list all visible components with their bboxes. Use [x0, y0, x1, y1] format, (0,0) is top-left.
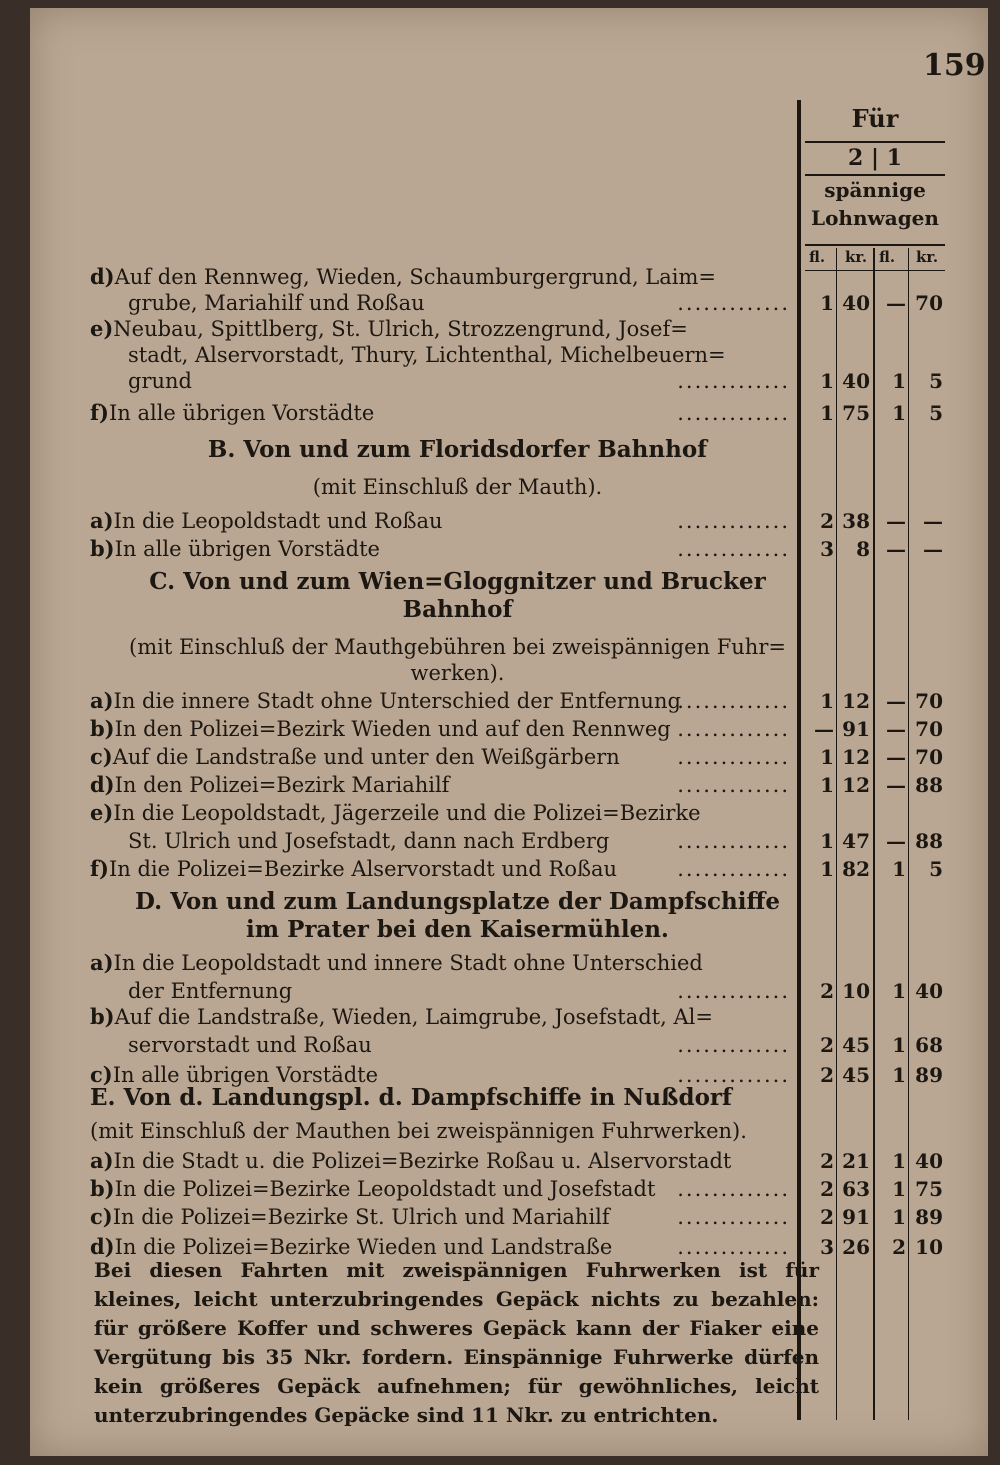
row-text: In alle übrigen Vorstädte: [112, 1063, 379, 1087]
price-2-kr: 63: [842, 1177, 870, 1201]
row-line: [90, 1176, 790, 1202]
row-text: der Entfernung: [128, 979, 293, 1003]
price-2-fl: 2: [820, 1205, 834, 1229]
leader-dots: .............: [677, 509, 790, 533]
price-2-kr: 82: [842, 857, 870, 881]
row-label: d): [90, 1234, 115, 1259]
row-line: [90, 1148, 790, 1174]
price-2-fl: —: [814, 717, 834, 741]
price-1-fl: 1: [892, 1177, 906, 1201]
col-divider-1: [836, 248, 837, 1420]
heading-d-line2: im Prater bei den Kaisermühlen.: [246, 916, 669, 943]
price-2-kr: 38: [842, 509, 870, 533]
row-line: [90, 342, 790, 368]
row-label: e): [90, 800, 114, 825]
header-title: Für: [851, 104, 899, 133]
col-divider-2: [873, 248, 875, 1420]
row-line: [90, 1032, 790, 1058]
row-line: [90, 978, 790, 1004]
row-text: Auf den Rennweg, Wieden, Schaumburgergrund, Laim=: [114, 265, 716, 289]
price-2-kr: 12: [842, 689, 870, 713]
price-1-fl: —: [886, 745, 906, 769]
price-2-fl: 1: [820, 773, 834, 797]
price-1-fl: 1: [892, 1063, 906, 1087]
leader-dots: .............: [677, 1033, 790, 1057]
row-label: c): [90, 744, 113, 769]
leader-dots: .............: [677, 829, 790, 853]
price-1-kr: —: [923, 509, 943, 533]
heading-b: B. Von und zum Floridsdorfer Bahnhof: [207, 436, 708, 463]
leader-dots: .............: [677, 291, 790, 315]
row-label: d): [90, 772, 115, 797]
price-2-kr: 91: [842, 717, 870, 741]
price-2-fl: 1: [820, 689, 834, 713]
row-line: [90, 744, 790, 770]
row-line: [90, 400, 790, 426]
price-1-kr: 88: [915, 829, 943, 853]
leader-dots: .............: [677, 1235, 790, 1259]
row-line: [90, 1062, 790, 1088]
price-1-kr: —: [923, 537, 943, 561]
price-1-kr: 70: [915, 291, 943, 315]
price-2-kr: 40: [842, 369, 870, 393]
header-cols: 2 | 1: [848, 145, 902, 171]
price-2-fl: 2: [820, 979, 834, 1003]
unit-kr-1: kr.: [916, 248, 939, 266]
row-label: a): [90, 508, 114, 533]
page-number: 159: [923, 48, 986, 83]
row-line: [90, 950, 790, 976]
row-line: [90, 508, 790, 534]
price-2-fl: 1: [820, 401, 834, 425]
row-text: In alle übrigen Vorstädte: [114, 537, 380, 561]
header-line1: spännige: [824, 178, 926, 202]
price-1-fl: 1: [892, 1033, 906, 1057]
price-2-kr: 10: [842, 979, 870, 1003]
row-line: [90, 368, 790, 394]
price-2-fl: 3: [820, 1235, 834, 1259]
heading-b-sub: (mit Einschluß der Mauth).: [312, 475, 603, 499]
price-1-kr: 5: [929, 369, 943, 393]
row-label: b): [90, 536, 115, 561]
col-divider-3: [908, 248, 909, 1420]
row-text: stadt, Alservorstadt, Thury, Lichtenthal, Michelbeuern=: [128, 343, 726, 367]
price-1-fl: 1: [892, 401, 906, 425]
row-text: Auf die Landstraße, Wieden, Laimgrube, Josefstadt, Al=: [114, 1005, 713, 1029]
price-2-kr: 45: [842, 1033, 870, 1057]
price-1-fl: —: [886, 291, 906, 315]
price-1-kr: 10: [915, 1235, 943, 1259]
price-2-fl: 1: [820, 829, 834, 853]
row-label: f): [90, 400, 109, 425]
unit-fl-1: fl.: [879, 248, 896, 266]
leader-dots: .............: [677, 979, 790, 1003]
price-1-kr: 70: [915, 717, 943, 741]
price-1-fl: 1: [892, 1149, 906, 1173]
row-text: In die Leopoldstadt und innere Stadt ohne Unterschied: [113, 951, 703, 975]
price-1-kr: 5: [929, 857, 943, 881]
row-line: [90, 772, 790, 798]
leader-dots: .............: [677, 369, 790, 393]
price-1-fl: —: [886, 829, 906, 853]
row-text: In die Leopoldstadt und Roßau: [113, 509, 443, 533]
price-1-kr: 89: [915, 1063, 943, 1087]
row-text: In die Leopoldstadt, Jägerzeile und die Polizei=Bezirke: [113, 801, 701, 825]
row-text: In die Stadt u. die Polizei=Bezirke Roßau u. Alservorstadt: [113, 1149, 732, 1173]
price-1-fl: 1: [892, 857, 906, 881]
price-1-fl: 2: [892, 1235, 906, 1259]
header-rule-2: [805, 174, 945, 176]
price-2-fl: 2: [820, 1033, 834, 1057]
price-2-kr: 91: [842, 1205, 870, 1229]
price-1-fl: —: [886, 773, 906, 797]
row-text: grube, Mariahilf und Roßau: [128, 291, 425, 315]
row-label: b): [90, 1176, 115, 1201]
unit-kr-2: kr.: [845, 248, 868, 266]
leader-dots: .............: [677, 1063, 790, 1087]
price-1-kr: 75: [915, 1177, 943, 1201]
leader-dots: .............: [677, 689, 790, 713]
footnote: Bei diesen Fahrten mit zweispännigen Fuhrwerken ist für kleines, leicht unterzubringendes Gepäck nichts zu bezahlen: für größere Koffer und schweres Gepäck kann der Fiaker eine Vergütung bis 35 Nkr. fordern. Einspännige Fuhrwerke dürfen kein größeres Gepäck aufnehmen; für gewöhnliches, leicht unterzubringendes Gepäcke sind 11 Nkr. zu entrichten.: [94, 1258, 819, 1427]
heading-e: E. Von d. Landungspl. d. Dampfschiffe in Nußdorf: [90, 1084, 732, 1111]
row-label: f): [90, 856, 109, 881]
book-page: [30, 8, 988, 1456]
header-line2: Lohnwagen: [811, 206, 939, 230]
row-label: a): [90, 688, 114, 713]
row-line: [90, 1004, 790, 1030]
row-label: d): [90, 264, 115, 289]
heading-d-line1: D. Von und zum Landungsplatze der Dampfschiffe: [135, 888, 780, 915]
price-1-kr: 40: [915, 1149, 943, 1173]
price-1-kr: 5: [929, 401, 943, 425]
row-text: In die Polizei=Bezirke Alservorstadt und Roßau: [108, 857, 618, 881]
row-line: [90, 856, 790, 882]
row-label: c): [90, 1204, 113, 1229]
price-2-fl: 2: [820, 1177, 834, 1201]
price-1-kr: 89: [915, 1205, 943, 1229]
leader-dots: .............: [677, 857, 790, 881]
row-text: In die Polizei=Bezirke Wieden und Landstraße: [114, 1235, 613, 1259]
leader-dots: .............: [677, 537, 790, 561]
row-line: [90, 716, 790, 742]
row-label: b): [90, 1004, 115, 1029]
row-text: In die Polizei=Bezirke St. Ulrich und Mariahilf: [112, 1205, 610, 1229]
leader-dots: .............: [677, 745, 790, 769]
row-line: [90, 1204, 790, 1230]
leader-dots: .............: [677, 1177, 790, 1201]
row-label: e): [90, 316, 114, 341]
heading-e-sub: (mit Einschluß der Mauthen bei zweispännigen Fuhrwerken).: [90, 1119, 747, 1143]
price-2-kr: 12: [842, 773, 870, 797]
row-line: [90, 264, 790, 290]
price-1-kr: 70: [915, 745, 943, 769]
price-2-fl: 2: [820, 1149, 834, 1173]
price-2-fl: 2: [820, 509, 834, 533]
price-2-kr: 75: [842, 401, 870, 425]
row-text: Neubau, Spittlberg, St. Ulrich, Strozzengrund, Josef=: [113, 317, 688, 341]
price-1-kr: 70: [915, 689, 943, 713]
row-label: a): [90, 1148, 114, 1173]
price-2-fl: 1: [820, 857, 834, 881]
price-2-kr: 21: [842, 1149, 870, 1173]
row-text: In die Polizei=Bezirke Leopoldstadt und Josefstadt: [114, 1177, 656, 1201]
price-2-kr: 45: [842, 1063, 870, 1087]
row-text: St. Ulrich und Josefstadt, dann nach Erdberg: [128, 829, 610, 853]
price-2-fl: 1: [820, 291, 834, 315]
row-line: [90, 290, 790, 316]
leader-dots: .............: [677, 1205, 790, 1229]
header-rule-4: [805, 270, 945, 271]
heading-c-line1: C. Von und zum Wien=Gloggnitzer und Brucker: [149, 568, 766, 595]
row-line: [90, 688, 790, 714]
heading-c-sub2: werken).: [410, 661, 505, 685]
price-2-kr: 40: [842, 291, 870, 315]
price-1-fl: —: [886, 689, 906, 713]
price-2-fl: 3: [820, 537, 834, 561]
price-1-fl: —: [886, 509, 906, 533]
unit-fl-2: fl.: [809, 248, 826, 266]
row-text: grund: [128, 369, 192, 393]
row-line: [90, 800, 790, 826]
price-2-kr: 12: [842, 745, 870, 769]
price-1-fl: 1: [892, 979, 906, 1003]
row-label: c): [90, 1062, 113, 1087]
price-2-fl: 1: [820, 745, 834, 769]
leader-dots: .............: [677, 773, 790, 797]
price-1-fl: 1: [892, 1205, 906, 1229]
row-line: [90, 828, 790, 854]
row-text: In den Polizei=Bezirk Wieden und auf den Rennweg: [114, 717, 671, 741]
price-1-fl: 1: [892, 369, 906, 393]
price-2-kr: 47: [842, 829, 870, 853]
header-rule-3: [805, 244, 945, 246]
row-text: Auf die Landstraße und unter den Weißgärbern: [112, 745, 620, 769]
price-1-fl: —: [886, 537, 906, 561]
heading-c-sub1: (mit Einschluß der Mauthgebühren bei zweispännigen Fuhr=: [129, 635, 786, 659]
leader-dots: .............: [677, 717, 790, 741]
leader-dots: .............: [677, 401, 790, 425]
price-1-kr: 68: [915, 1033, 943, 1057]
price-1-fl: —: [886, 717, 906, 741]
price-2-kr: 26: [842, 1235, 870, 1259]
row-text: In den Polizei=Bezirk Mariahilf: [114, 773, 450, 797]
header-rule-1: [805, 141, 945, 143]
price-2-kr: 8: [856, 537, 870, 561]
price-1-kr: 40: [915, 979, 943, 1003]
row-label: b): [90, 716, 115, 741]
row-line: [90, 1234, 790, 1260]
row-label: a): [90, 950, 114, 975]
row-line: [90, 316, 790, 342]
row-text: servorstadt und Roßau: [128, 1033, 372, 1057]
price-2-fl: 1: [820, 369, 834, 393]
heading-c-line2: Bahnhof: [402, 596, 513, 623]
price-2-fl: 2: [820, 1063, 834, 1087]
row-text: In alle übrigen Vorstädte: [108, 401, 375, 425]
row-line: [90, 536, 790, 562]
table-left-border: [797, 100, 801, 1420]
row-text: In die innere Stadt ohne Unterschied der Entfernung: [113, 689, 681, 713]
price-1-kr: 88: [915, 773, 943, 797]
